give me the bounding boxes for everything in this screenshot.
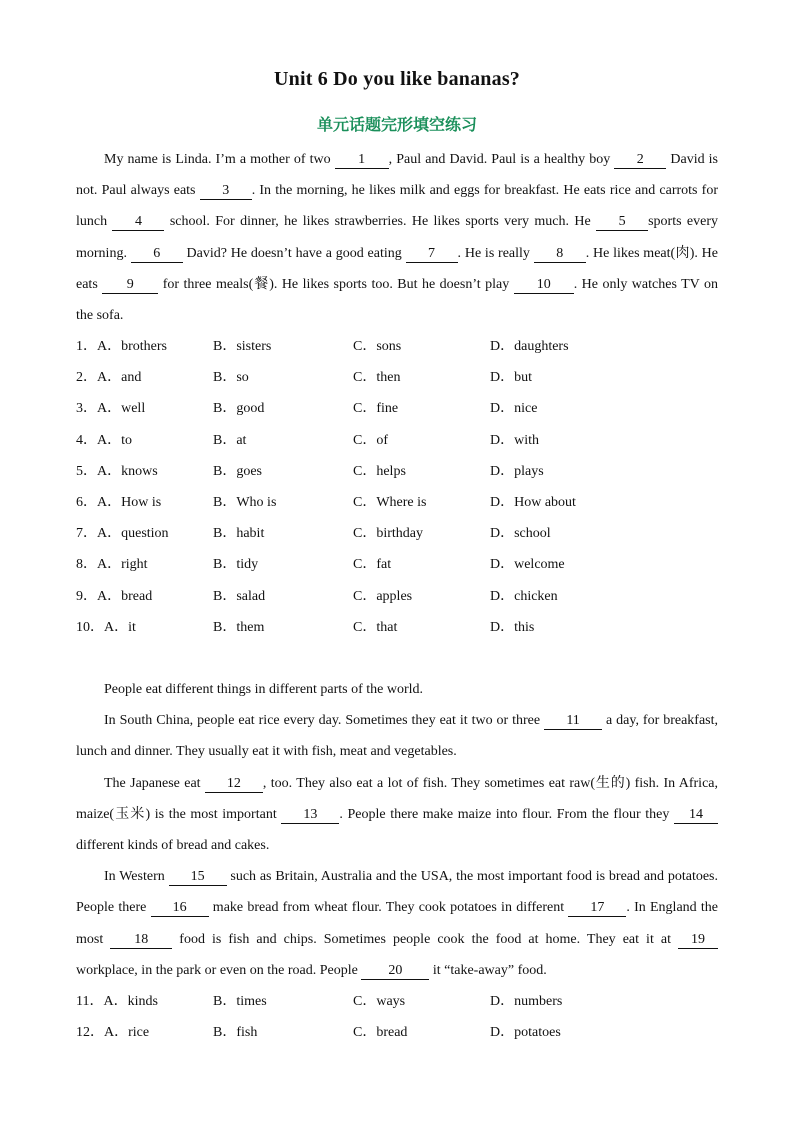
blank-3: 3 bbox=[200, 183, 252, 200]
option-b[interactable]: B．sisters bbox=[213, 339, 272, 354]
option-b[interactable]: B．fish bbox=[213, 1025, 258, 1041]
blank-6: 6 bbox=[131, 246, 183, 263]
option-d[interactable]: D．numbers bbox=[490, 994, 563, 1009]
passage-2-paragraph-1: People eat different things in different parts of the world. bbox=[104, 682, 424, 697]
passage-text: . He is really bbox=[457, 245, 534, 261]
option-a[interactable]: 4．A．to bbox=[76, 432, 132, 448]
blank-10: 10 bbox=[514, 277, 574, 294]
option-a[interactable]: 11．A．kinds bbox=[76, 994, 158, 1009]
question-row bbox=[76, 393, 718, 424]
option-d[interactable]: D．but bbox=[490, 370, 532, 386]
passage-text: a day, for breakfast, lunch and dinner. They usually eat it with fish, meat and vegetables. bbox=[76, 713, 718, 760]
question-row bbox=[76, 362, 718, 393]
option-c[interactable]: C．birthday bbox=[353, 526, 423, 542]
passage-text: . People there make maize into flour. From the flour they bbox=[339, 806, 674, 822]
passage-text: school. For dinner, he likes strawberries. He likes sports very much. He bbox=[164, 214, 597, 230]
blank-20: 20 bbox=[361, 963, 429, 980]
blank-15: 15 bbox=[169, 869, 227, 886]
passage-text: . He only watches TV on the sofa. bbox=[76, 276, 718, 324]
page-subtitle: 单元话题完形填空练习 bbox=[316, 115, 477, 134]
question-row bbox=[76, 581, 718, 612]
passage-text: . He likes meat(肉). He eats bbox=[76, 245, 719, 292]
passage-text: , Paul and David. Paul is a healthy boy bbox=[388, 152, 615, 167]
question-row bbox=[76, 1017, 718, 1048]
passage-text: In South China, people eat rice every day. Sometimes they eat it two or three bbox=[104, 713, 545, 729]
passage-text: make bread from wheat flour. They cook potatoes in different bbox=[208, 900, 569, 916]
blank-2: 2 bbox=[614, 152, 666, 169]
options-1-10 bbox=[76, 331, 718, 643]
question-row bbox=[76, 986, 718, 1017]
blank-19: 19 bbox=[678, 932, 718, 949]
passage-text: for three meals(餐). He likes sports too. But he doesn’t play bbox=[158, 276, 514, 292]
passage-2-paragraph-4 bbox=[76, 861, 718, 986]
question-row bbox=[76, 456, 718, 487]
passage-text: In Western bbox=[104, 869, 169, 885]
option-c[interactable]: C．apples bbox=[353, 588, 413, 604]
option-a[interactable]: 1．A．brothers bbox=[76, 339, 167, 354]
option-b[interactable]: B．Who is bbox=[213, 494, 277, 510]
option-c[interactable]: C．fat bbox=[353, 557, 392, 573]
passage-2-paragraph-2 bbox=[76, 705, 718, 767]
option-d[interactable]: D．plays bbox=[490, 463, 544, 479]
question-row bbox=[76, 549, 718, 580]
option-a[interactable]: 6．A．How is bbox=[76, 494, 162, 510]
blank-5: 5 bbox=[596, 214, 648, 231]
option-a[interactable]: 2．A．and bbox=[76, 370, 142, 386]
passage-text: different kinds of bread and cakes. bbox=[76, 838, 270, 854]
option-c[interactable]: C．of bbox=[353, 432, 388, 448]
option-a[interactable]: 12．A．rice bbox=[76, 1025, 150, 1041]
question-row bbox=[76, 612, 718, 643]
blank-11: 11 bbox=[544, 713, 602, 730]
option-c[interactable]: C．then bbox=[353, 370, 401, 386]
question-row bbox=[76, 518, 718, 549]
option-b[interactable]: B．good bbox=[213, 401, 265, 417]
option-b[interactable]: B．them bbox=[213, 619, 265, 635]
option-d[interactable]: D．with bbox=[490, 432, 539, 448]
option-b[interactable]: B．goes bbox=[213, 463, 262, 479]
option-c[interactable]: C．ways bbox=[353, 994, 406, 1009]
passage-text: sports every morning. bbox=[76, 214, 719, 261]
blank-9: 9 bbox=[102, 277, 158, 294]
passage-text: , too. They also eat a lot of fish. They sometimes eat raw(生的) fish. In Africa, maize(玉米) is the most important bbox=[76, 775, 718, 822]
option-b[interactable]: B．tidy bbox=[213, 557, 259, 573]
blank-14: 14 bbox=[674, 807, 718, 824]
passage-text: such as Britain, Australia and the USA, the most important food is bread and potatoes. People there bbox=[76, 869, 718, 916]
passage-2-paragraph-3 bbox=[76, 768, 718, 862]
page-title: Unit 6 Do you like bananas? bbox=[273, 68, 520, 90]
option-a[interactable]: 10．A．it bbox=[76, 619, 136, 635]
blank-12: 12 bbox=[205, 776, 263, 793]
option-c[interactable]: C．that bbox=[353, 619, 398, 635]
option-b[interactable]: B．habit bbox=[213, 526, 265, 542]
option-d[interactable]: D．school bbox=[490, 526, 551, 542]
option-c[interactable]: C．sons bbox=[353, 339, 402, 354]
option-a[interactable]: 5．A．knows bbox=[76, 463, 158, 479]
option-b[interactable]: B．at bbox=[213, 432, 247, 448]
options-11-12 bbox=[76, 986, 718, 1048]
option-b[interactable]: B．so bbox=[213, 370, 249, 386]
option-a[interactable]: 7．A．question bbox=[76, 526, 169, 542]
blank-8: 8 bbox=[534, 246, 586, 263]
question-row bbox=[76, 425, 718, 456]
passage-text: The Japanese eat bbox=[104, 775, 205, 791]
blank-18: 18 bbox=[110, 932, 172, 949]
blank-7: 7 bbox=[406, 246, 458, 263]
option-d[interactable]: D．How about bbox=[490, 494, 576, 510]
blank-1: 1 bbox=[335, 152, 389, 169]
blank-4: 4 bbox=[112, 214, 164, 231]
option-c[interactable]: C．helps bbox=[353, 463, 406, 479]
blank-16: 16 bbox=[151, 900, 209, 917]
passage-text: David? He doesn’t have a good eating bbox=[182, 245, 406, 261]
blank-13: 13 bbox=[281, 807, 339, 824]
option-c[interactable]: C．Where is bbox=[353, 494, 427, 510]
option-c[interactable]: C．fine bbox=[353, 401, 399, 417]
question-row bbox=[76, 331, 718, 362]
option-b[interactable]: B．salad bbox=[213, 588, 266, 604]
option-d[interactable]: D．potatoes bbox=[490, 1025, 561, 1041]
option-a[interactable]: 8．A．right bbox=[76, 557, 148, 573]
option-d[interactable]: D．this bbox=[490, 619, 535, 635]
option-a[interactable]: 3．A．well bbox=[76, 401, 146, 417]
passage-text: . In England the most bbox=[76, 900, 719, 947]
passage-2 bbox=[76, 674, 718, 986]
passage-1 bbox=[76, 144, 718, 331]
option-b[interactable]: B．times bbox=[213, 994, 267, 1009]
passage-text: workplace, in the park or even on the road. People bbox=[76, 962, 362, 978]
question-row bbox=[76, 487, 718, 518]
passage-text: it “take-away” food. bbox=[429, 962, 547, 978]
option-d[interactable]: D．chicken bbox=[490, 588, 558, 604]
passage-text: . In the morning, he likes milk and eggs for breakfast. He eats rice and carrots for lunch bbox=[76, 183, 719, 230]
option-a[interactable]: 9．A．bread bbox=[76, 588, 153, 604]
passage-text: food is fish and chips. Sometimes people cook the food at home. They eat it at bbox=[172, 931, 678, 947]
option-d[interactable]: D．nice bbox=[490, 401, 538, 417]
option-d[interactable]: D．welcome bbox=[490, 557, 565, 573]
blank-17: 17 bbox=[568, 900, 626, 917]
option-d[interactable]: D．daughters bbox=[490, 339, 569, 354]
passage-text: David is not. Paul always eats bbox=[76, 152, 718, 199]
option-c[interactable]: C．bread bbox=[353, 1025, 408, 1041]
passage-text: My name is Linda. I’m a mother of two bbox=[104, 152, 335, 167]
